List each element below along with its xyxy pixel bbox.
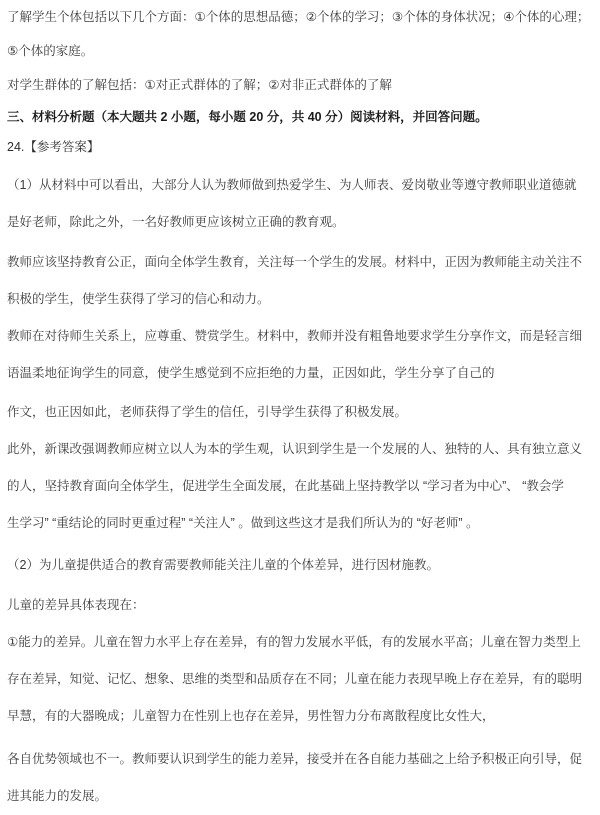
doc-line: ①能力的差异。儿童在智力水平上存在差异，有的智力发展水平低，有的发展水平高；儿童在智力类型上 [7,635,581,649]
doc-line: 存在差异，知觉、记忆、想象、思维的类型和品质存在不同；儿童在能力表现早晚上存在差异，有的聪明 [7,672,583,686]
doc-line: 生学习” “重结论的同时更重过程” “关注人” 。做到这些这才是我们所认为的 “好老师” 。 [7,516,479,530]
answer-label-24 [7,132,595,162]
doc-line: 作文，也正因如此，老师获得了学生的信任，引导学生获得了积极发展。 [7,405,408,419]
doc-line: ⑤个体的家庭。 [7,44,94,58]
doc-line: 语温柔地征询学生的同意，使学生感觉到不应拒绝的力量，正因如此，学生分享了自己的 [7,366,495,380]
paragraph-answer2-guidance [7,741,595,815]
paragraph-answer1-fairness [7,244,595,318]
doc-line: （2）为儿童提供适合的教育需要教师能关注儿童的个体差异，进行因材施教。 [7,558,439,572]
paragraph-answer1-trust [7,394,595,431]
paragraph-group-understanding [7,68,595,102]
doc-line: 教师在对待师生关系上，应尊重、赞赏学生。材料中，教师并没有粗鲁地要求学生分享作文，而是轻言细 [7,329,583,343]
paragraph-answer2-intro [7,547,595,584]
doc-line: 各自优势领域也不一。教师要认识到学生的能力差异，接受并在各自能力基础之上给予积极正向引导，促 [7,752,583,766]
paragraph-answer1-student-view [7,431,595,542]
doc-line: （1）从材料中可以看出，大部分人认为教师做到热爱学生、为人师表、爱岗敬业等遵守教师职业道德就 [7,178,577,192]
paragraph-answer1-relationship [7,318,595,392]
doc-line: 三、材料分析题（本大题共 2 小题，每小题 20 分，共 40 分）阅读材料，并回答问题。 [7,110,488,124]
doc-line: 了解学生个体包括以下几个方面：①个体的思想品德；②个体的学习；③个体的身体状况；④个体的心理； [7,10,590,24]
doc-line: 积极的学生，使学生获得了学习的信心和动力。 [7,292,270,306]
section-heading-material-analysis [7,102,595,132]
doc-line: 对学生群体的了解包括：①对正式群体的了解；②对非正式群体的了解 [7,78,392,92]
doc-line: 儿童的差异具体表现在： [7,598,145,612]
doc-line: 的人，坚持教育面向全体学生，促进学生全面发展，在此基础上坚持教学以 “学习者为中心”、 “教会学 [7,479,564,493]
doc-line: 教师应该坚持教育公正，面向全体学生教育，关注每一个学生的发展。材料中，正因为教师能主动关注不 [7,255,583,269]
doc-line: 24.【参考答案】 [7,140,100,154]
paragraph-answer2-differences-label [7,587,595,624]
doc-line: 是好老师，除此之外，一名好教师更应该树立正确的教育观。 [7,215,345,229]
doc-line: 此外，新课改强调教师应树立以人为本的学生观，认识到学生是一个发展的人、独特的人、具有独立意义 [7,442,583,456]
doc-line: 进其能力的发展。 [7,789,108,803]
doc-line: 早慧，有的大器晚成；儿童智力在性别上也存在差异，男性智力分布离散程度比女性大， [7,709,495,723]
paragraph-answer1-intro [7,167,595,241]
paragraph-individual-understanding [7,0,595,68]
paragraph-answer2-ability-differences [7,624,595,735]
